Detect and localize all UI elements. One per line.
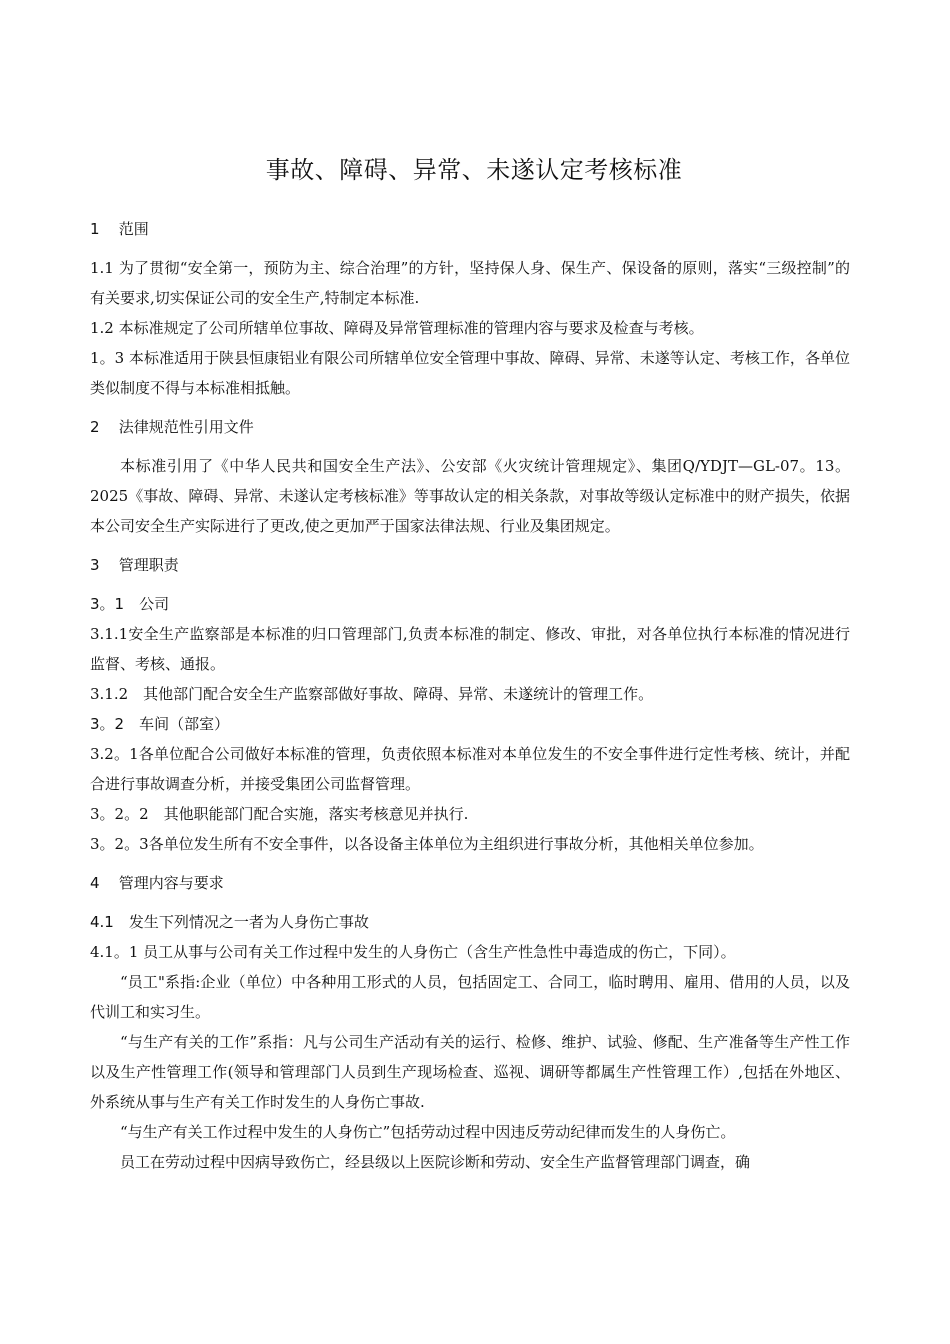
paragraph: 1.1 为了贯彻“安全第一，预防为主、综合治理”的方针，坚持保人身、保生产、保设备的原则，落实“三级控制”的有关要求,切实保证公司的安全生产,特制定本标准. — [90, 259, 850, 307]
section-number: 3 — [90, 556, 100, 574]
section-heading-2 — [90, 417, 850, 437]
section-title: 管理职责 — [118, 556, 179, 574]
paragraph: 4.1。1 员工从事与公司有关工作过程中发生的人身伤亡（含生产性急性中毒造成的伤亡，下同）。 — [90, 943, 736, 961]
section-title: 法律规范性引用文件 — [118, 418, 254, 436]
paragraph: 1.2 本标准规定了公司所辖单位事故、障碍及异常管理标准的管理内容与要求及检查与考核。 — [90, 319, 704, 337]
paragraph: 3.2。1各单位配合公司做好本标准的管理，负责依照本标准对本单位发生的不安全事件进行定性考核、统计，并配合进行事故调查分析，并接受集团公司监督管理。 — [90, 745, 850, 793]
paragraph: “员工"系指:企业（单位）中各种用工形式的人员，包括固定工、合同工，临时聘用、雇用、借用的人员，以及代训工和实习生。 — [90, 973, 850, 1021]
section-title: 范围 — [118, 220, 149, 238]
paragraph: 本标准引用了《中华人民共和国安全生产法》、公安部《火灾统计管理规定》、集团Q/YDJT—GL-07。13。2025《事故、障碍、异常、未遂认定考核标准》等事故认定的相关条款，对事故等级认定标准中的财产损失，依据本公司安全生产实际进行了更改,使之更加严于国家法律法规、行业及集团规定。 — [90, 457, 850, 535]
subsection-heading: 4.1 发生下列情况之一者为人身伤亡事故 — [90, 913, 369, 931]
section-heading-4 — [90, 873, 850, 893]
section-heading-1 — [90, 219, 850, 239]
paragraph: 3。2。3各单位发生所有不安全事件，以各设备主体单位为主组织进行事故分析，其他相关单位参加。 — [90, 835, 764, 853]
paragraph: “与生产有关的工作”系指：凡与公司生产活动有关的运行、检修、维护、试验、修配、生产准备等生产性工作以及生产性管理工作(领导和管理部门人员到生产现场检查、巡视、调研等都属生产性管理工作）,包括在外地区、外系统从事与生产有关工作时发生的人身伤亡事故. — [90, 1033, 850, 1111]
section-number: 2 — [90, 418, 100, 436]
subsection-heading: 3。1 公司 — [90, 595, 170, 613]
paragraph: 3。2。2 其他职能部门配合实施，落实考核意见并执行. — [90, 805, 469, 823]
paragraph: “与生产有关工作过程中发生的人身伤亡”包括劳动过程中因违反劳动纪律而发生的人身伤亡。 — [120, 1123, 736, 1141]
page-title: 事故、障碍、异常、未遂认定考核标准 — [265, 156, 683, 184]
section-number: 4 — [90, 874, 100, 892]
document-body — [90, 150, 850, 1177]
paragraph: 3.1.2 其他部门配合安全生产监察部做好事故、障碍、异常、未遂统计的管理工作。 — [90, 685, 654, 703]
section-heading-3 — [90, 555, 850, 575]
section-title: 管理内容与要求 — [118, 874, 224, 892]
subsection-heading: 3。2 车间（部室） — [90, 715, 230, 733]
section-number: 1 — [90, 220, 100, 238]
paragraph: 员工在劳动过程中因病导致伤亡，经县级以上医院诊断和劳动、安全生产监督管理部门调查，确 — [120, 1153, 751, 1171]
paragraph: 1。3 本标准适用于陕县恒康铝业有限公司所辖单位安全管理中事故、障碍、异常、未遂等认定、考核工作，各单位类似制度不得与本标准相抵触。 — [90, 349, 850, 397]
paragraph: 3.1.1安全生产监察部是本标准的归口管理部门,负责本标准的制定、修改、审批，对各单位执行本标准的情况进行监督、考核、通报。 — [90, 625, 850, 673]
